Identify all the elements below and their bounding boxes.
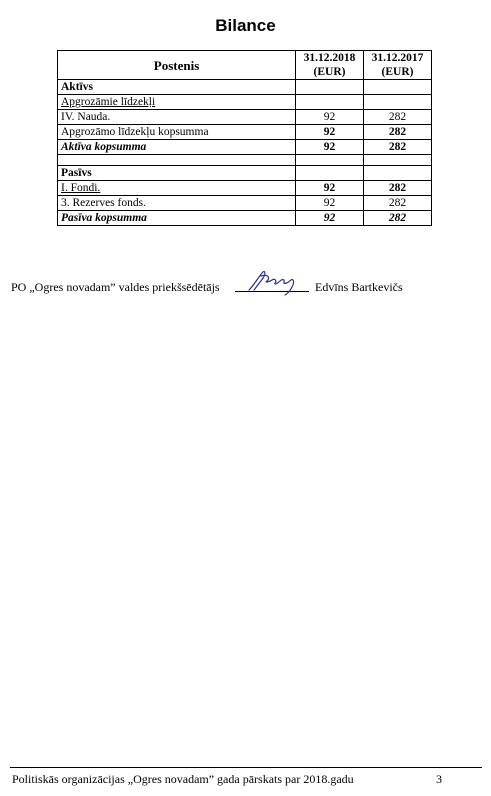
balance-table [57,50,432,226]
row-value-2017 [364,155,432,166]
row-value-2018 [296,155,364,166]
row-label-funds: I. Fondi. [58,181,296,196]
row-label-aktivs: Aktīvs [58,80,296,95]
table-row [58,110,432,125]
row-label-current-assets: Apgrozāmie līdzekļi [58,95,296,110]
header-2017 [364,51,432,80]
row-value-2017: 282 [364,125,432,140]
row-label-assets-total: Aktīva kopsumma [58,140,296,155]
row-value-2018 [296,80,364,95]
row-label-liabilities-total: Pasīva kopsumma [58,211,296,226]
handwritten-signature [241,268,311,296]
row-value-2018 [296,166,364,181]
table-row [58,125,432,140]
signature-line [11,276,481,300]
row-value-2018: 92 [296,125,364,140]
row-value-2017 [364,166,432,181]
table-row [58,140,432,155]
row-value-2018: 92 [296,196,364,211]
table-row [58,196,432,211]
table-row [58,95,432,110]
header-2018-text: 31.12.2018 (EUR) [303,52,356,78]
table-header-row [58,51,432,80]
row-value-2018: 92 [296,211,364,226]
header-item: Postenis [58,51,296,80]
footer-text: Politiskās organizācijas „Ogres novadam” gada pārskats par 2018.gadu [12,772,354,786]
table-row-empty [58,155,432,166]
row-label-current-assets-total: Apgrozāmo līdzekļu kopsumma [58,125,296,140]
footer-divider [10,767,482,768]
row-value-2018: 92 [296,140,364,155]
row-value-2018: 92 [296,181,364,196]
row-value-2018: 92 [296,110,364,125]
row-value-2017 [364,80,432,95]
row-label-empty [58,155,296,166]
page-footer [12,772,480,788]
row-label-reserve-fund: 3. Rezerves fonds. [58,196,296,211]
row-value-2017 [364,95,432,110]
table-row [58,80,432,95]
page-number: 3 [436,772,442,786]
table-row [58,181,432,196]
table-row [58,211,432,226]
signatory-name: Edvīns Bartkevičs [315,280,403,294]
header-2018 [296,51,364,80]
row-value-2017: 282 [364,196,432,211]
row-value-2017: 282 [364,181,432,196]
row-label-cash: IV. Nauda. [58,110,296,125]
row-value-2017: 282 [364,110,432,125]
row-value-2018 [296,95,364,110]
header-2017-text: 31.12.2017 (EUR) [371,52,424,78]
row-value-2017: 282 [364,211,432,226]
row-label-pasivs: Pasīvs [58,166,296,181]
signatory-role: PO „Ogres novadam” valdes priekšsēdētājs [11,280,220,294]
row-value-2017: 282 [364,140,432,155]
page-title: Bilance [215,16,276,35]
table-row [58,166,432,181]
